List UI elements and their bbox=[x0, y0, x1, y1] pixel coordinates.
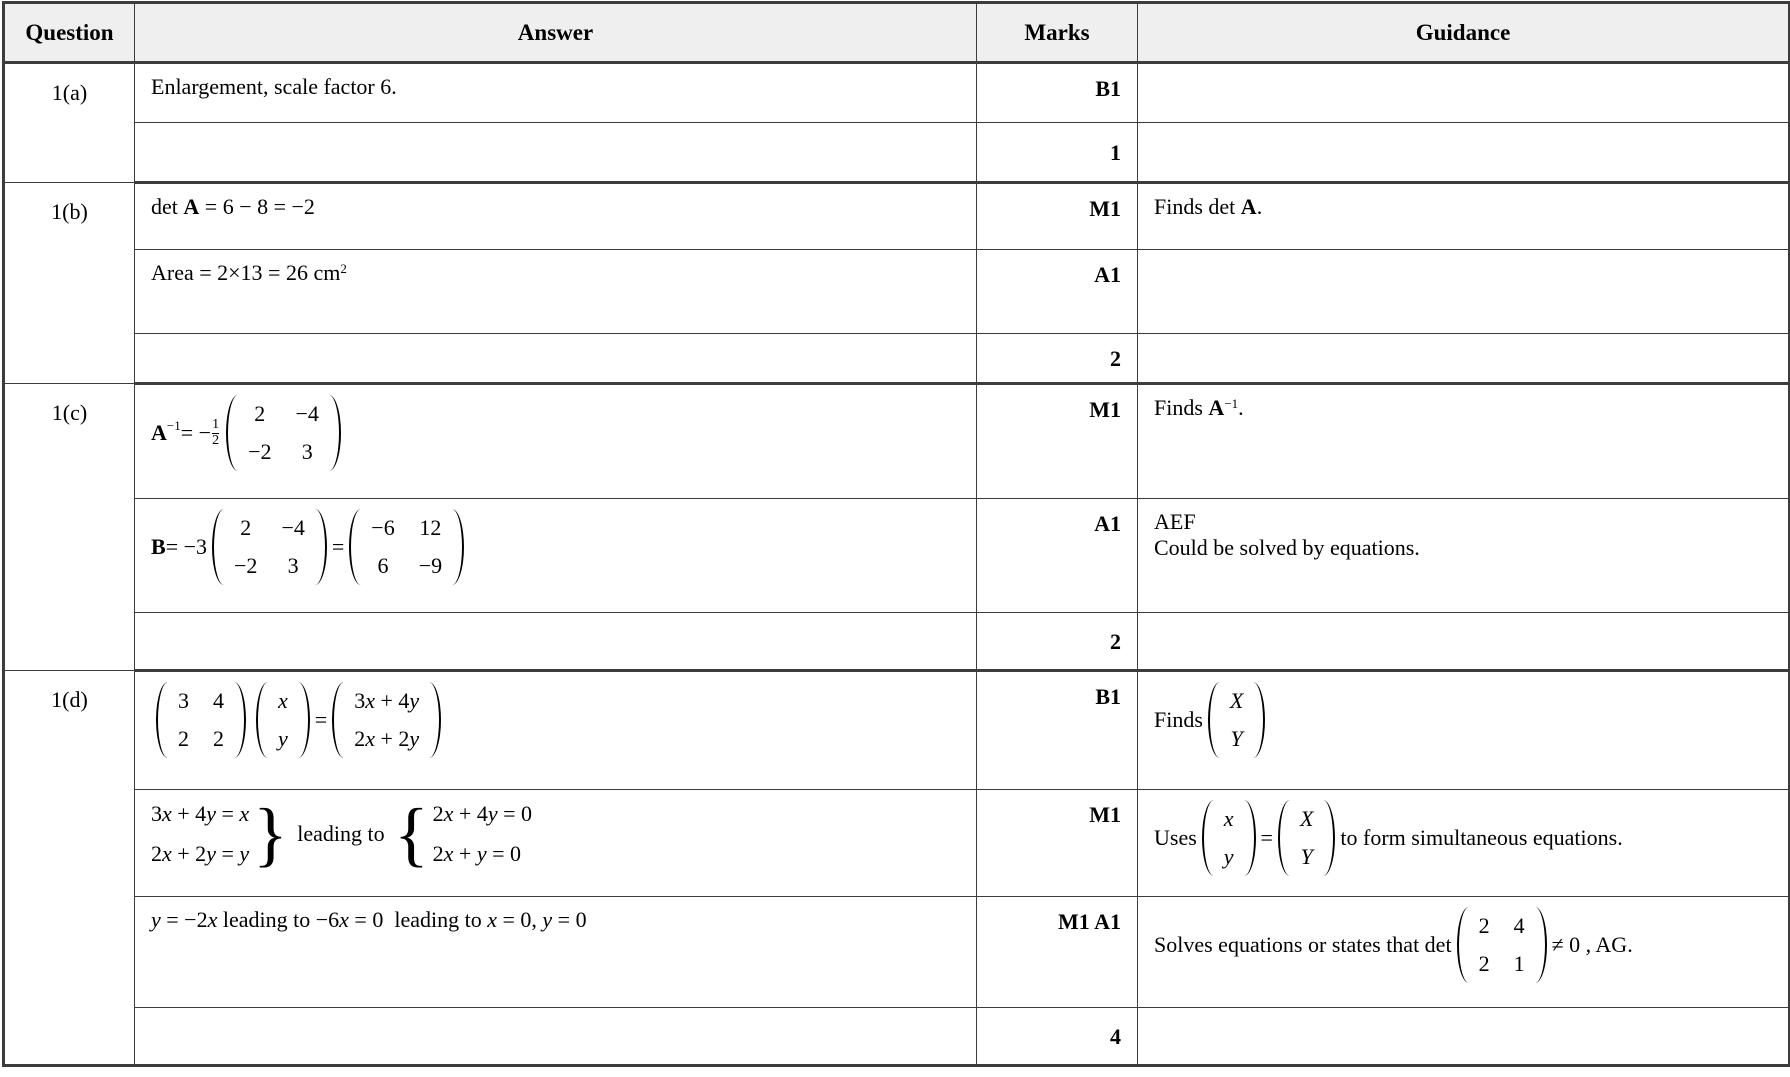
matrix-entry: 3 bbox=[178, 688, 189, 713]
vector-entry: 2x + 2y bbox=[354, 726, 420, 751]
col-header-question: Question bbox=[4, 3, 135, 63]
marks-cell-1d-1: B1 bbox=[977, 671, 1138, 790]
header-row bbox=[4, 3, 1790, 63]
matrix-entry: −9 bbox=[418, 553, 443, 578]
matrix-entry: 3 bbox=[301, 439, 313, 464]
empty-guidance-cell bbox=[1138, 613, 1790, 671]
answer-cell-1d-3 bbox=[135, 897, 977, 1008]
right-paren bbox=[1535, 907, 1547, 983]
matrix-2x2 bbox=[156, 682, 246, 758]
answer-cell-1c-2 bbox=[135, 499, 977, 613]
finds-vector bbox=[1154, 682, 1774, 758]
inverse-matrix-equation bbox=[151, 395, 962, 471]
marks-cell-1c-2: A1 bbox=[977, 499, 1138, 613]
leading-to-text: leading to bbox=[217, 907, 316, 932]
row-1a bbox=[4, 63, 1790, 123]
col-header-marks: Marks bbox=[977, 3, 1138, 63]
matrix-2x2 bbox=[1457, 907, 1547, 983]
equation: 2x + 4y = 0 bbox=[432, 801, 533, 827]
matrix-entry: 2 bbox=[254, 401, 266, 426]
column-vector-XY bbox=[1278, 800, 1335, 876]
superscript-inverse: −1 bbox=[166, 417, 181, 433]
right-paren bbox=[315, 509, 327, 585]
question-label-1d: 1(d) bbox=[4, 671, 135, 1066]
equation: 2x + 2y = y bbox=[151, 841, 250, 867]
empty-answer-cell bbox=[135, 1008, 977, 1066]
matrix-entry: 12 bbox=[419, 515, 442, 540]
uses-vectors bbox=[1154, 800, 1774, 876]
right-paren bbox=[329, 395, 341, 471]
right-brace: } bbox=[253, 794, 288, 874]
matrix-vector-product bbox=[151, 682, 962, 758]
total-row-1b bbox=[4, 334, 1790, 384]
vector-entries bbox=[268, 682, 298, 758]
vector-entry: y bbox=[278, 726, 288, 751]
left-paren bbox=[256, 682, 268, 758]
guidance-text: ≠ 0 , AG. bbox=[1551, 932, 1633, 957]
guidance-cell-1b-1 bbox=[1138, 183, 1790, 250]
answer-cell-1d-1 bbox=[135, 671, 977, 790]
row-1d-3 bbox=[4, 897, 1790, 1008]
question-label-1b: 1(b) bbox=[4, 183, 135, 384]
vector-entry: X bbox=[1229, 688, 1244, 713]
matrix-entry: 6 bbox=[377, 553, 389, 578]
matrix-entry: 4 bbox=[1513, 913, 1525, 938]
det-text: det bbox=[151, 194, 184, 219]
left-paren bbox=[349, 509, 361, 585]
matrix-entries bbox=[168, 682, 234, 758]
column-vector-result bbox=[332, 682, 441, 758]
guidance-text: Finds det bbox=[1154, 194, 1241, 219]
mark-scheme-table bbox=[2, 1, 1790, 1067]
matrix-name-A: A bbox=[151, 420, 167, 445]
equals-minus3: = −3 bbox=[165, 534, 208, 559]
question-label-1a: 1(a) bbox=[4, 63, 135, 183]
row-1b-2 bbox=[4, 250, 1790, 334]
guidance-line-aef: AEF bbox=[1154, 509, 1196, 534]
col-header-guidance: Guidance bbox=[1138, 3, 1790, 63]
matrix-2x2 bbox=[349, 509, 464, 585]
column-vector-XY bbox=[1208, 682, 1265, 758]
matrix-name-A: A bbox=[1208, 395, 1225, 420]
row-1b-1 bbox=[4, 183, 1790, 250]
mark-scheme-page bbox=[0, 1, 1790, 1077]
left-paren bbox=[212, 509, 224, 585]
vector-entry: 3x + 4y bbox=[354, 688, 420, 713]
equals-sign: = bbox=[1260, 825, 1273, 850]
matrix-B-equation bbox=[151, 509, 962, 585]
matrix-entries bbox=[361, 509, 452, 585]
guidance-text: Solves equations or states that det bbox=[1154, 932, 1452, 957]
matrix-name-B: B bbox=[151, 534, 166, 559]
matrix-entry: 2 bbox=[178, 726, 189, 751]
matrix-2x2 bbox=[226, 395, 341, 471]
matrix-entry: 2 bbox=[240, 515, 252, 540]
marks-cell-1d-2: M1 bbox=[977, 790, 1138, 897]
question-label-1c: 1(c) bbox=[4, 384, 135, 671]
guidance-text: Finds bbox=[1154, 707, 1203, 732]
fraction-half bbox=[212, 418, 219, 448]
vector-entries bbox=[1290, 800, 1323, 876]
vector-entry: x bbox=[278, 688, 288, 713]
left-paren bbox=[226, 395, 238, 471]
superscript-2: 2 bbox=[340, 260, 347, 276]
equals-minus: = − bbox=[180, 420, 212, 445]
equation: 2x + y = 0 bbox=[432, 841, 522, 867]
guidance-text: to form simultaneous equations. bbox=[1340, 825, 1623, 850]
guidance-text: Uses bbox=[1154, 825, 1197, 850]
answer-text: Enlargement, scale factor 6. bbox=[151, 74, 397, 99]
guidance-cell-1c-1 bbox=[1138, 384, 1790, 499]
col-header-answer: Answer bbox=[135, 3, 977, 63]
right-paren bbox=[429, 682, 441, 758]
empty-guidance-cell bbox=[1138, 1008, 1790, 1066]
left-paren bbox=[1457, 907, 1469, 983]
left-paren bbox=[1278, 800, 1290, 876]
guidance-cell-1c-2 bbox=[1138, 499, 1790, 613]
right-paren bbox=[1253, 682, 1265, 758]
answer-cell-1d-2 bbox=[135, 790, 977, 897]
row-1c-2 bbox=[4, 499, 1790, 613]
left-paren bbox=[1202, 800, 1214, 876]
left-paren bbox=[332, 682, 344, 758]
answer-cell-1c-1 bbox=[135, 384, 977, 499]
matrix-entries bbox=[224, 509, 315, 585]
answer-cell-1a bbox=[135, 63, 977, 123]
empty-answer-cell bbox=[135, 613, 977, 671]
subtotal-1c: 2 bbox=[977, 613, 1138, 671]
right-paren bbox=[1323, 800, 1335, 876]
equation-text: = 6 − 8 = −2 bbox=[199, 194, 315, 219]
simultaneous-equations bbox=[151, 794, 962, 874]
matrix-entry: 2 bbox=[1478, 913, 1490, 938]
vector-entry: X bbox=[1299, 806, 1314, 831]
equation: y = −2x bbox=[151, 907, 218, 932]
matrix-entry: −4 bbox=[281, 515, 305, 540]
answer-cell-1b-1 bbox=[135, 183, 977, 250]
equation: x = 0, y = 0 bbox=[487, 907, 587, 932]
subtotal-1d: 4 bbox=[977, 1008, 1138, 1066]
subtotal-1a: 1 bbox=[977, 123, 1138, 183]
matrix-entry: 1 bbox=[1513, 951, 1525, 976]
leading-to-text: leading to bbox=[291, 821, 391, 847]
superscript-inverse: −1 bbox=[1224, 395, 1239, 411]
matrix-name-A: A bbox=[183, 194, 200, 219]
empty-guidance-cell bbox=[1138, 334, 1790, 384]
matrix-entry: 4 bbox=[213, 688, 224, 713]
matrix-entries bbox=[1469, 907, 1535, 983]
matrix-entry: −6 bbox=[371, 515, 395, 540]
left-paren bbox=[1208, 682, 1220, 758]
marks-cell-1b-1: M1 bbox=[977, 183, 1138, 250]
equals-sign: = bbox=[314, 707, 328, 732]
vector-entries bbox=[1214, 800, 1244, 876]
area-equation: Area = 2×13 = 26 cm bbox=[151, 260, 341, 285]
column-vector-xy bbox=[1202, 800, 1256, 876]
total-row-1d bbox=[4, 1008, 1790, 1066]
vector-entry: Y bbox=[1230, 726, 1243, 751]
matrix-2x2 bbox=[212, 509, 327, 585]
left-brace: { bbox=[394, 794, 429, 874]
marks-cell-1c-1: M1 bbox=[977, 384, 1138, 499]
subtotal-1b: 2 bbox=[977, 334, 1138, 384]
leading-to-text: leading to bbox=[383, 907, 488, 932]
empty-answer-cell bbox=[135, 123, 977, 183]
total-row-1c bbox=[4, 613, 1790, 671]
solves-equations bbox=[1154, 907, 1774, 983]
right-paren bbox=[234, 682, 246, 758]
matrix-entry: −2 bbox=[248, 439, 272, 464]
total-row-1a bbox=[4, 123, 1790, 183]
marks-cell-1d-3: M1 A1 bbox=[977, 897, 1138, 1008]
matrix-name-A: A bbox=[1240, 194, 1257, 219]
guidance-cell-1d-2 bbox=[1138, 790, 1790, 897]
matrix-entries bbox=[238, 395, 329, 471]
right-paren bbox=[298, 682, 310, 758]
marks-cell-1b-2: A1 bbox=[977, 250, 1138, 334]
row-1d-2 bbox=[4, 790, 1790, 897]
guidance-text: Finds bbox=[1154, 395, 1209, 420]
equation: −6x = 0 bbox=[315, 907, 384, 932]
vector-entries bbox=[1220, 682, 1253, 758]
guidance-cell-1d-3 bbox=[1138, 897, 1790, 1008]
right-paren bbox=[1244, 800, 1256, 876]
equals-sign: = bbox=[331, 534, 345, 559]
guidance-text: . bbox=[1238, 395, 1244, 420]
empty-answer-cell bbox=[135, 334, 977, 384]
vector-entry: x bbox=[1223, 806, 1234, 831]
matrix-entry: 2 bbox=[213, 726, 224, 751]
matrix-entry: −4 bbox=[295, 401, 319, 426]
matrix-entry: 2 bbox=[1478, 951, 1490, 976]
fraction-numerator: 1 bbox=[212, 416, 220, 432]
guidance-cell-1a bbox=[1138, 63, 1790, 123]
vector-entry: y bbox=[1223, 844, 1234, 869]
guidance-cell-1d-1 bbox=[1138, 671, 1790, 790]
column-vector-xy bbox=[256, 682, 310, 758]
empty-guidance-cell bbox=[1138, 123, 1790, 183]
matrix-entry: −2 bbox=[234, 553, 258, 578]
vector-entry: Y bbox=[1300, 844, 1313, 869]
row-1c-1 bbox=[4, 384, 1790, 499]
left-paren bbox=[156, 682, 168, 758]
guidance-line-solved: Could be solved by equations. bbox=[1154, 535, 1420, 560]
matrix-entry: 3 bbox=[287, 553, 299, 578]
row-1d-1 bbox=[4, 671, 1790, 790]
guidance-text: . bbox=[1256, 194, 1263, 219]
equation-stack-right bbox=[433, 801, 532, 867]
marks-cell-1a: B1 bbox=[977, 63, 1138, 123]
equation-stack-left bbox=[151, 801, 249, 867]
vector-entries bbox=[344, 682, 429, 758]
answer-cell-1b-2 bbox=[135, 250, 977, 334]
fraction-denominator: 2 bbox=[212, 432, 220, 448]
right-paren bbox=[452, 509, 464, 585]
guidance-cell-1b-2 bbox=[1138, 250, 1790, 334]
equation: 3x + 4y = x bbox=[151, 801, 250, 827]
